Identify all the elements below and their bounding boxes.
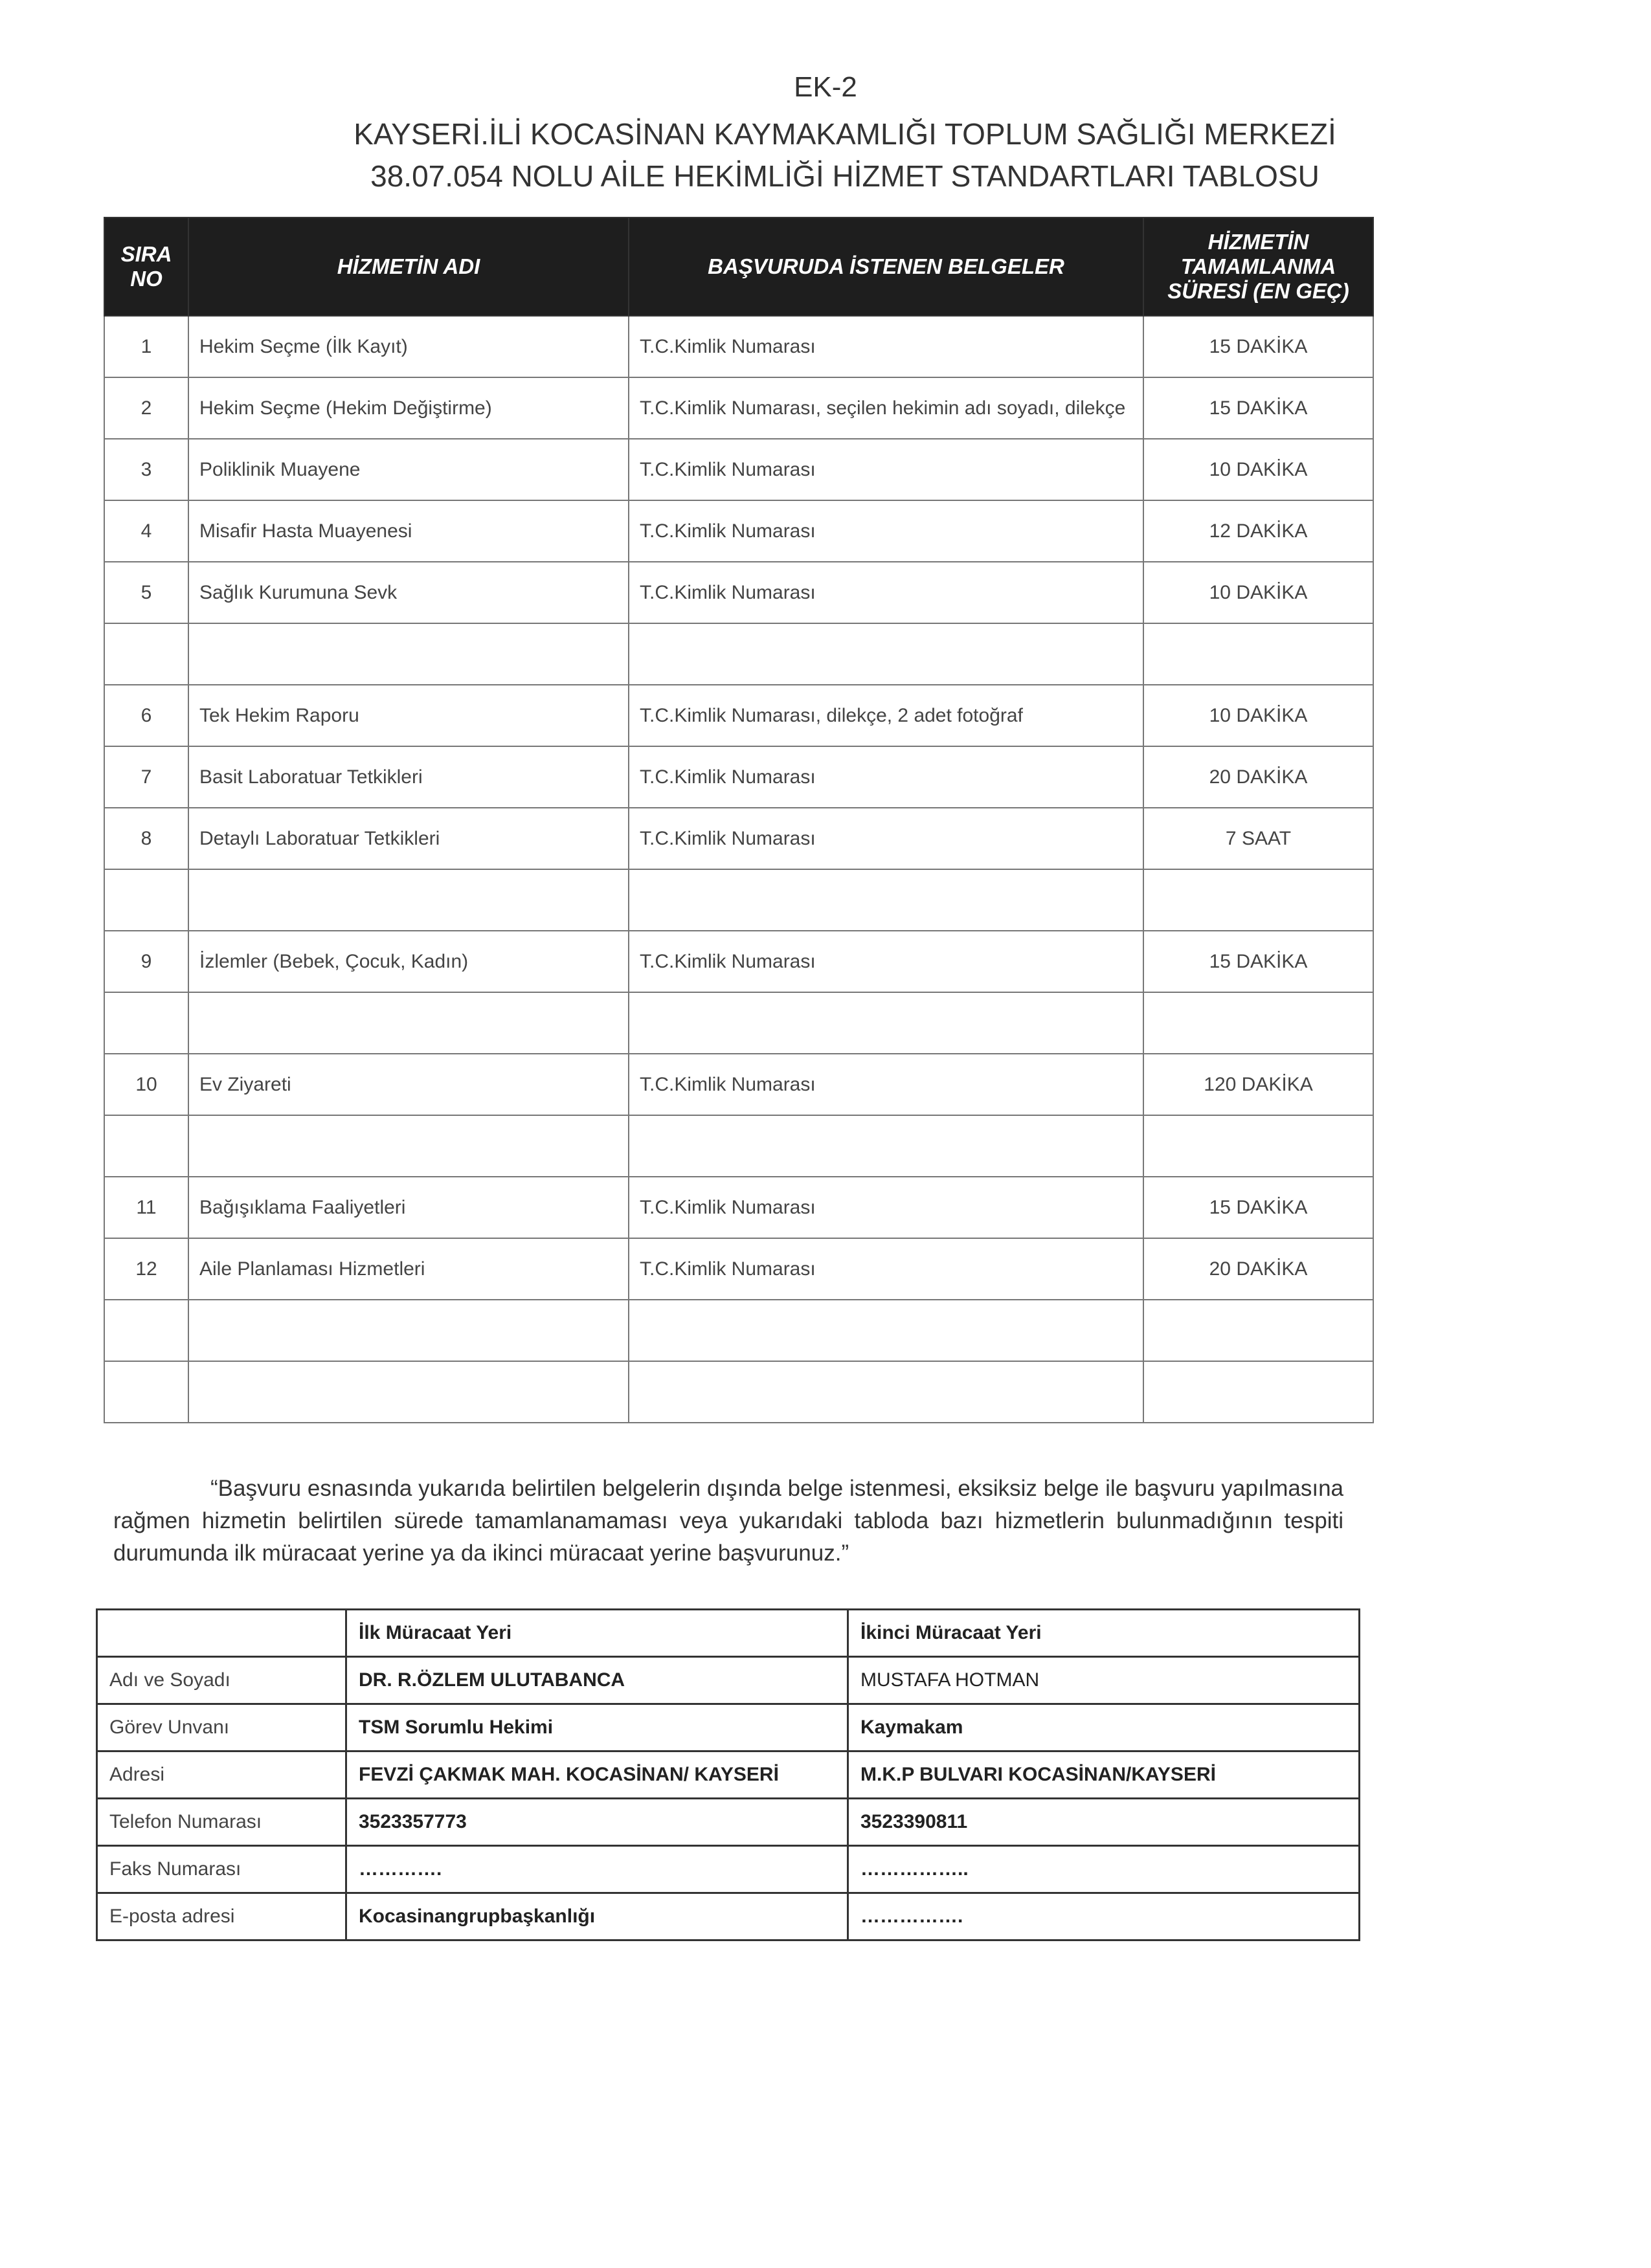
table-row [104, 992, 1373, 1054]
table-row [104, 377, 1373, 439]
row-number: 4 [104, 500, 188, 562]
service-name: Aile Planlaması Hizmetleri [188, 1238, 629, 1300]
contact-first-value: 3523357773 [346, 1799, 848, 1846]
contact-second-value: …………….. [848, 1846, 1360, 1893]
service-name: Ev Ziyareti [188, 1054, 629, 1115]
required-documents: T.C.Kimlik Numarası [629, 1238, 1143, 1300]
contact-row [97, 1893, 1360, 1940]
required-documents [629, 992, 1143, 1054]
contact-second-value: Kaymakam [848, 1704, 1360, 1751]
row-number: 7 [104, 746, 188, 808]
service-name [188, 1115, 629, 1177]
service-name: Basit Laboratuar Tetkikleri [188, 746, 629, 808]
contact-second-value: 3523390811 [848, 1799, 1360, 1846]
service-name: Bağışıklama Faaliyetleri [188, 1177, 629, 1238]
row-number: 5 [104, 562, 188, 623]
contact-header-second: İkinci Müracaat Yeri [848, 1610, 1360, 1657]
required-documents [629, 1361, 1143, 1423]
required-documents: T.C.Kimlik Numarası [629, 500, 1143, 562]
contact-first-value: TSM Sorumlu Hekimi [346, 1704, 848, 1751]
completion-time: 10 DAKİKA [1143, 685, 1373, 746]
completion-time: 120 DAKİKA [1143, 1054, 1373, 1115]
row-number [104, 1361, 188, 1423]
completion-time: 20 DAKİKA [1143, 746, 1373, 808]
row-number [104, 992, 188, 1054]
table-row [104, 1054, 1373, 1115]
service-name [188, 623, 629, 685]
contact-row [97, 1751, 1360, 1799]
completion-time [1143, 1115, 1373, 1177]
contact-label: Görev Unvanı [97, 1704, 346, 1751]
contact-row [97, 1657, 1360, 1704]
row-number: 12 [104, 1238, 188, 1300]
table-row [104, 685, 1373, 746]
contact-corner-cell [97, 1610, 346, 1657]
table-row [104, 1177, 1373, 1238]
completion-time [1143, 1361, 1373, 1423]
completion-time: 10 DAKİKA [1143, 439, 1373, 500]
table-row [104, 316, 1373, 377]
completion-time: 20 DAKİKA [1143, 1238, 1373, 1300]
table-header-row [104, 217, 1373, 316]
contact-row [97, 1799, 1360, 1846]
table-row [104, 439, 1373, 500]
required-documents: T.C.Kimlik Numarası [629, 1177, 1143, 1238]
row-number: 2 [104, 377, 188, 439]
contact-first-value: Kocasinangrupbaşkanlığı [346, 1893, 848, 1940]
service-name: Detaylı Laboratuar Tetkikleri [188, 808, 629, 869]
service-name [188, 1361, 629, 1423]
contact-label: Adresi [97, 1751, 346, 1799]
row-number: 3 [104, 439, 188, 500]
contact-first-value: FEVZİ ÇAKMAK MAH. KOCASİNAN/ KAYSERİ [346, 1751, 848, 1799]
required-documents: T.C.Kimlik Numarası, dilekçe, 2 adet fotoğraf [629, 685, 1143, 746]
completion-time [1143, 869, 1373, 931]
service-name: Hekim Seçme (İlk Kayıt) [188, 316, 629, 377]
row-number: 1 [104, 316, 188, 377]
completion-time [1143, 1300, 1373, 1361]
column-header-hizmet: HİZMETİN ADI [188, 217, 629, 316]
contact-row [97, 1846, 1360, 1893]
document-title-line-1: KAYSERİ.İLİ KOCASİNAN KAYMAKAMLIĞI TOPLUM SAĞLIĞI MERKEZİ [354, 117, 1336, 151]
row-number: 6 [104, 685, 188, 746]
required-documents: T.C.Kimlik Numarası [629, 562, 1143, 623]
row-number [104, 1300, 188, 1361]
completion-time [1143, 623, 1373, 685]
required-documents [629, 623, 1143, 685]
required-documents [629, 869, 1143, 931]
service-name: Sağlık Kurumuna Sevk [188, 562, 629, 623]
application-note: “Başvuru esnasında yukarıda belirtilen belgelerin dışında belge istenmesi, eksiksiz belge ile başvuru yapılmasına rağmen hizmetin belirtilen sürede tamamlanamaması veya yukarıdaki tabloda bazı hizmetlerin bulunmadığının tespiti durumunda ilk müracaat yerine ya da ikinci müracaat yerine başvurunuz.” [113, 1476, 1343, 1566]
table-row [104, 500, 1373, 562]
contact-row [97, 1704, 1360, 1751]
contact-second-value: M.K.P BULVARI KOCASİNAN/KAYSERİ [848, 1751, 1360, 1799]
required-documents: T.C.Kimlik Numarası [629, 1054, 1143, 1115]
row-number [104, 1115, 188, 1177]
row-number [104, 869, 188, 931]
contact-first-value: DR. R.ÖZLEM ULUTABANCA [346, 1657, 848, 1704]
contact-label: E-posta adresi [97, 1893, 346, 1940]
completion-time: 7 SAAT [1143, 808, 1373, 869]
row-number: 8 [104, 808, 188, 869]
contact-label: Faks Numarası [97, 1846, 346, 1893]
table-row [104, 562, 1373, 623]
row-number: 10 [104, 1054, 188, 1115]
service-name [188, 869, 629, 931]
service-name: Hekim Seçme (Hekim Değiştirme) [188, 377, 629, 439]
table-row [104, 1361, 1373, 1423]
document-annex-label: EK-2 [794, 71, 857, 103]
service-name [188, 1300, 629, 1361]
column-header-sira: SIRA NO [104, 217, 188, 316]
column-header-belgeler: BAŞVURUDA İSTENEN BELGELER [629, 217, 1143, 316]
required-documents: T.C.Kimlik Numarası [629, 931, 1143, 992]
required-documents [629, 1115, 1143, 1177]
contact-label: Telefon Numarası [97, 1799, 346, 1846]
required-documents: T.C.Kimlik Numarası [629, 746, 1143, 808]
column-header-sure: HİZMETİN TAMAMLANMA SÜRESİ (EN GEÇ) [1143, 217, 1373, 316]
table-row [104, 1300, 1373, 1361]
contact-table [96, 1608, 1360, 1941]
service-name: Poliklinik Muayene [188, 439, 629, 500]
service-name: Tek Hekim Raporu [188, 685, 629, 746]
table-row [104, 808, 1373, 869]
table-row [104, 931, 1373, 992]
completion-time [1143, 992, 1373, 1054]
completion-time: 10 DAKİKA [1143, 562, 1373, 623]
row-number [104, 623, 188, 685]
required-documents: T.C.Kimlik Numarası, seçilen hekimin adı soyadı, dilekçe [629, 377, 1143, 439]
table-row [104, 1115, 1373, 1177]
row-number: 11 [104, 1177, 188, 1238]
service-standards-table [104, 217, 1374, 1423]
contact-label: Adı ve Soyadı [97, 1657, 346, 1704]
contact-header-first: İlk Müracaat Yeri [346, 1610, 848, 1657]
table-row [104, 869, 1373, 931]
contact-first-value: …………. [346, 1846, 848, 1893]
document-title-line-2: 38.07.054 NOLU AİLE HEKİMLİĞİ HİZMET STANDARTLARI TABLOSU [370, 159, 1320, 193]
required-documents: T.C.Kimlik Numarası [629, 439, 1143, 500]
required-documents: T.C.Kimlik Numarası [629, 316, 1143, 377]
table-row [104, 1238, 1373, 1300]
contact-header-row [97, 1610, 1360, 1657]
table-row [104, 746, 1373, 808]
table-row [104, 623, 1373, 685]
completion-time: 15 DAKİKA [1143, 931, 1373, 992]
service-name: İzlemler (Bebek, Çocuk, Kadın) [188, 931, 629, 992]
row-number: 9 [104, 931, 188, 992]
service-name: Misafir Hasta Muayenesi [188, 500, 629, 562]
required-documents [629, 1300, 1143, 1361]
service-name [188, 992, 629, 1054]
required-documents: T.C.Kimlik Numarası [629, 808, 1143, 869]
contact-second-value: MUSTAFA HOTMAN [848, 1657, 1360, 1704]
completion-time: 15 DAKİKA [1143, 316, 1373, 377]
completion-time: 15 DAKİKA [1143, 1177, 1373, 1238]
completion-time: 12 DAKİKA [1143, 500, 1373, 562]
completion-time: 15 DAKİKA [1143, 377, 1373, 439]
contact-second-value: ……………. [848, 1893, 1360, 1940]
